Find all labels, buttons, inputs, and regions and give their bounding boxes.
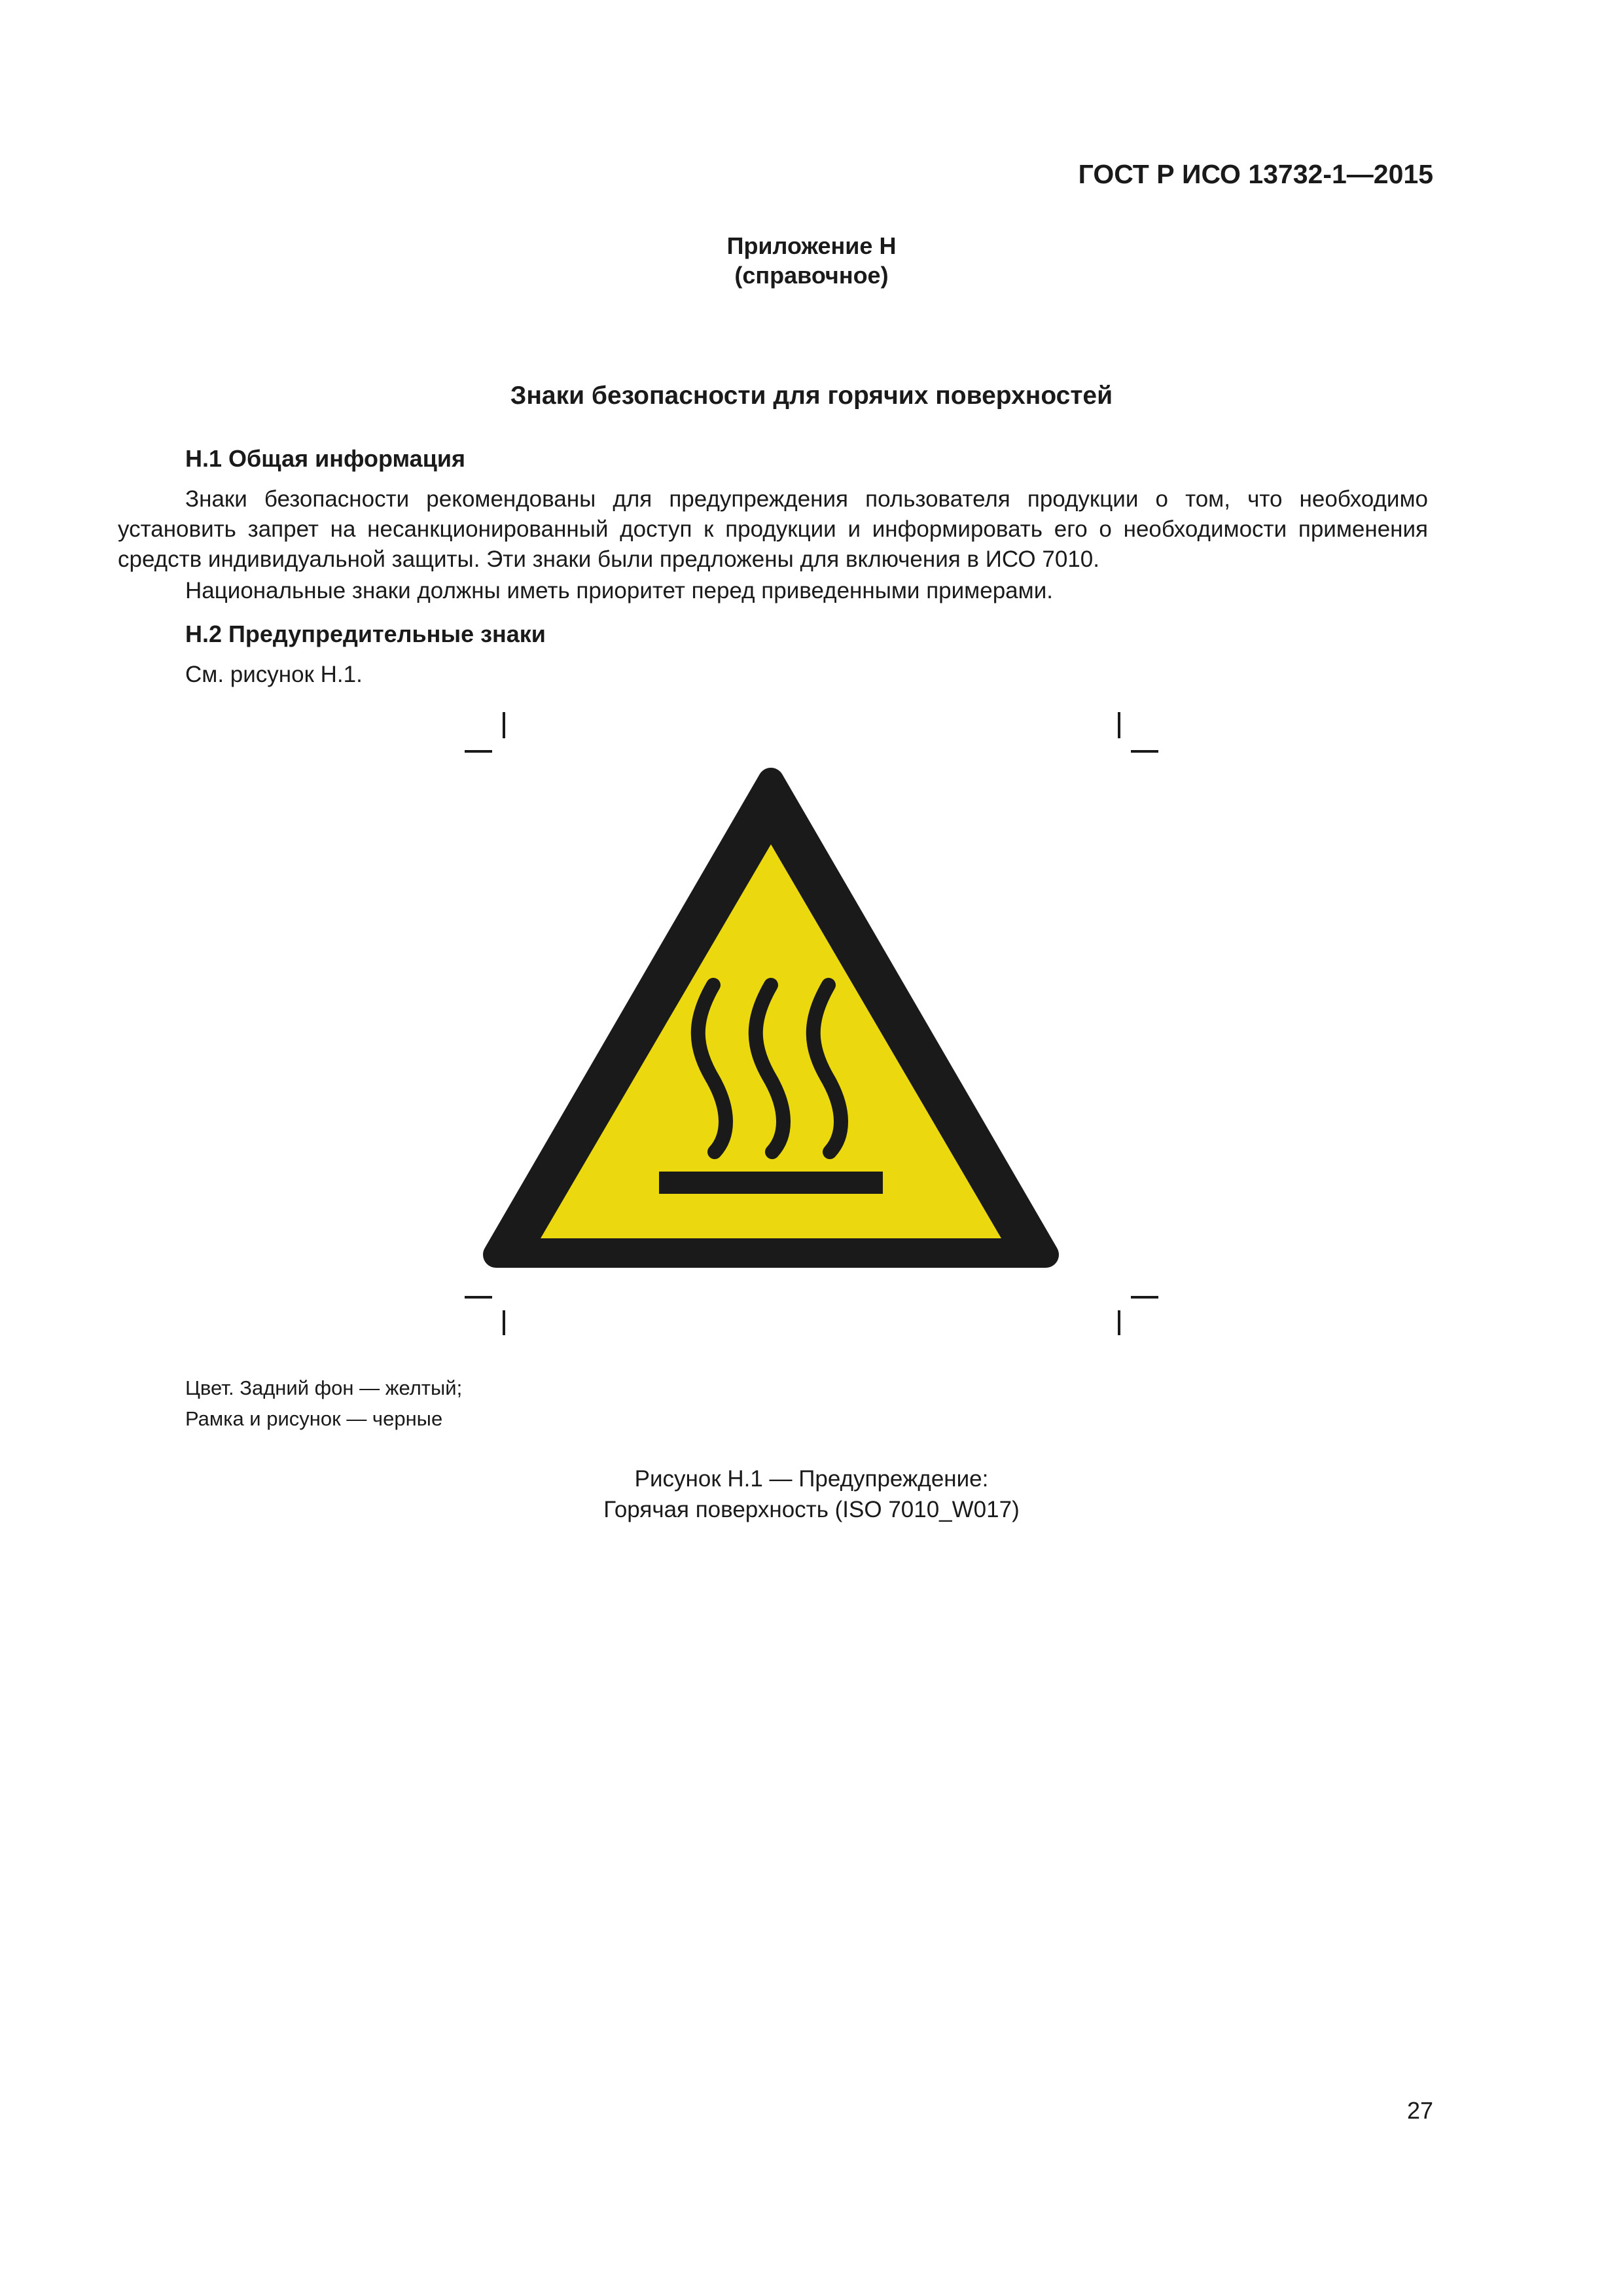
hot-surface-warning-icon [432, 694, 1191, 1335]
paragraph-national-signs: Национальные знаки должны иметь приоритет перед приведенными примерами. [185, 578, 1053, 603]
section-title-h2: Н.2 Предупредительные знаки [185, 620, 546, 647]
paragraph-general-info: Знаки безопасности рекомендованы для предупреждения пользователя продукции о том, что необходимо установить запрет на несанкционированный доступ к продукции и информировать его о необходимости применения средств индивидуальной защиты. Эти знаки были предложены для включения в ИСО 7010. [118, 486, 1428, 572]
color-note-2: Рамка и рисунок — черные [185, 1407, 443, 1430]
hot-surface-bar [659, 1172, 883, 1194]
standard-designation: ГОСТ Р ИСО 13732-1—2015 [1078, 159, 1433, 189]
annex-type: (справочное) [734, 262, 889, 289]
page-heading: Знаки безопасности для горячих поверхностей [510, 382, 1113, 410]
figure-caption: Рисунок Н.1 — Предупреждение: [634, 1466, 989, 1492]
color-note: Цвет. Задний фон — желтый; [185, 1376, 463, 1399]
section-title-h1: Н.1 Общая информация [185, 445, 465, 472]
annex-title: Приложение Н [726, 232, 897, 259]
paragraph-see-figure: См. рисунок Н.1. [185, 662, 363, 687]
page-number: 27 [1406, 2097, 1433, 2124]
figure-caption-2: Горячая поверхность (ISO 7010_W017) [603, 1497, 1020, 1522]
